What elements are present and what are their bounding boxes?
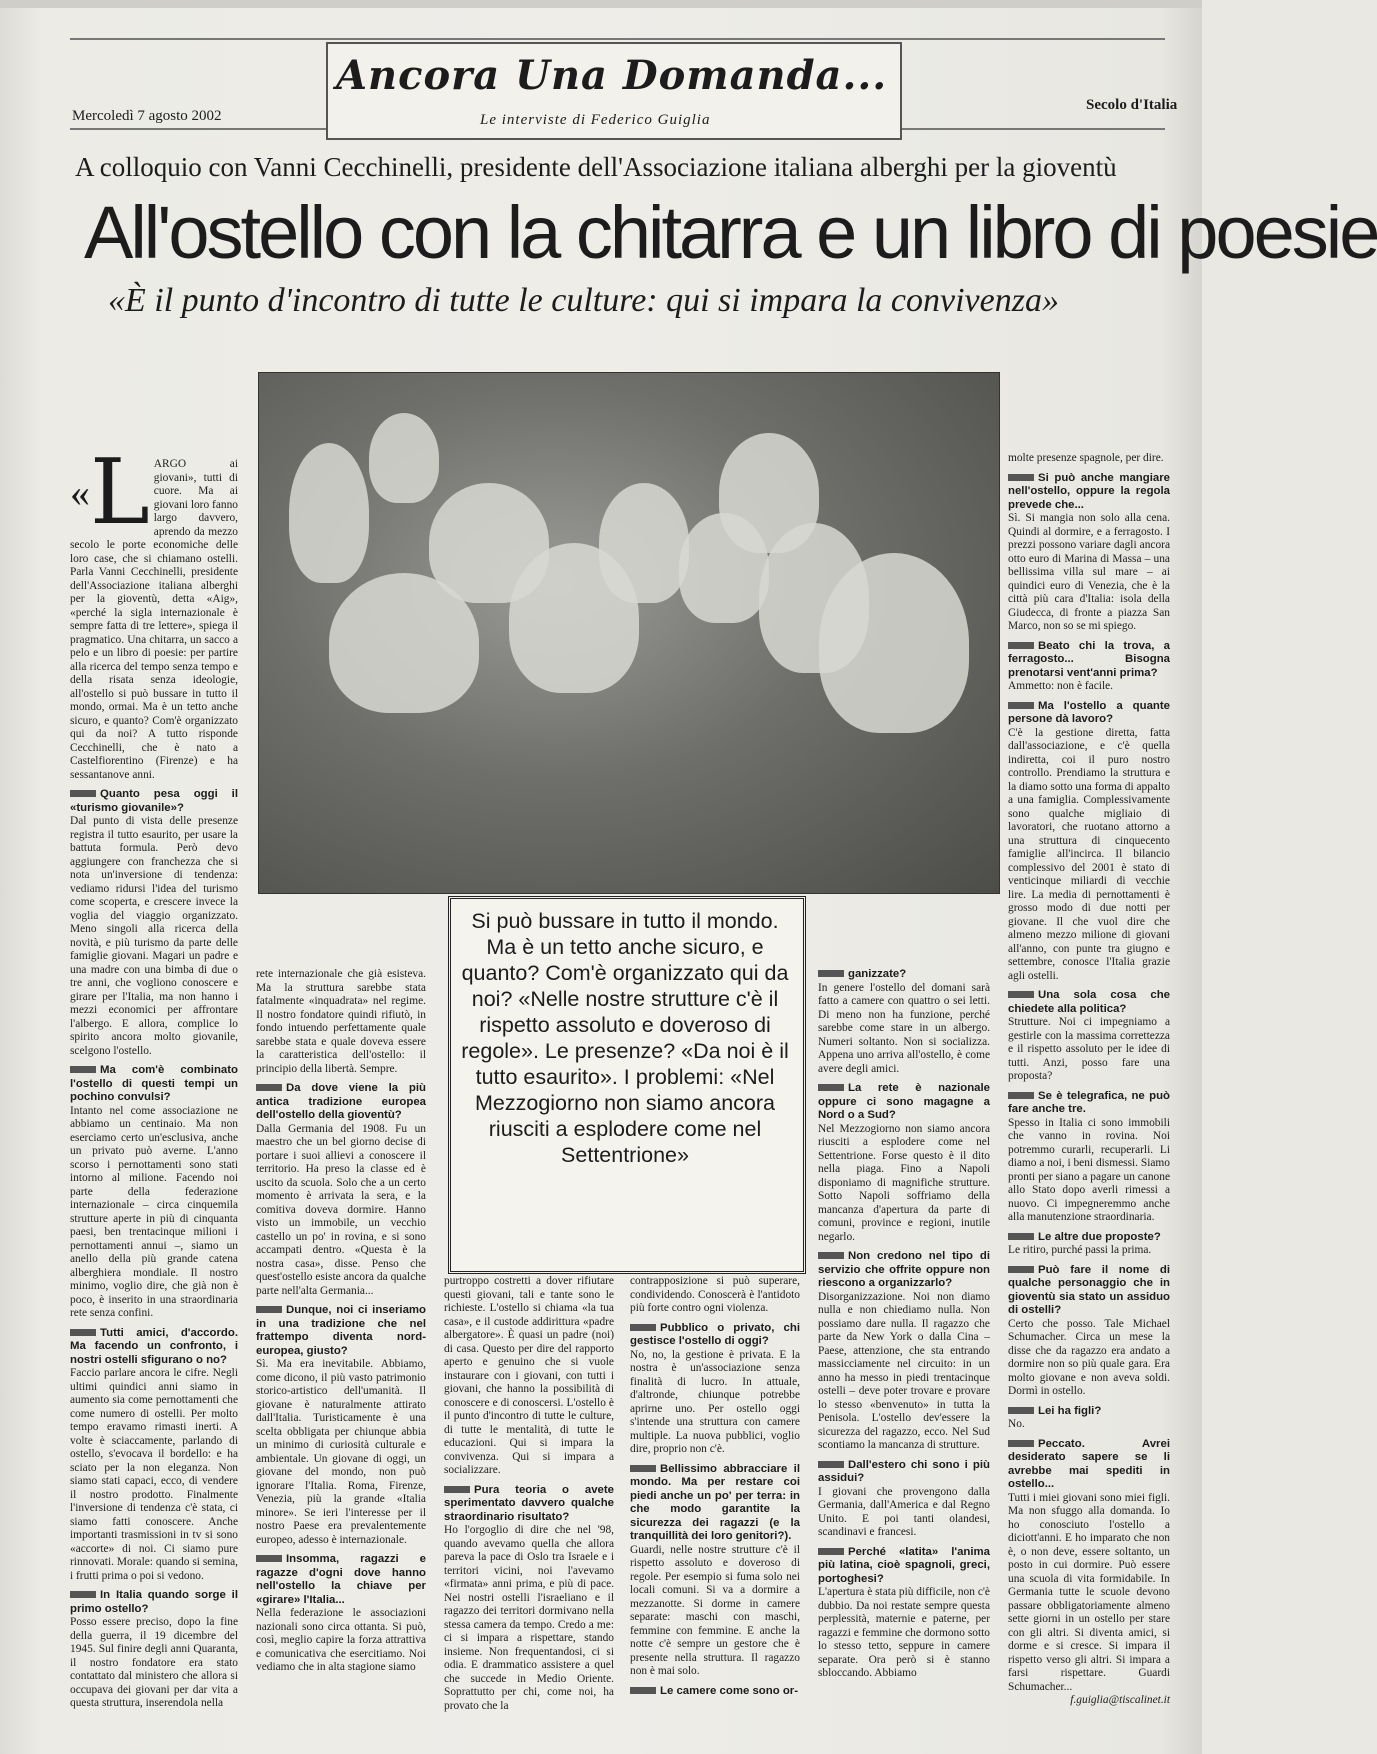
answer: molte presenze spagnole, per dire. — [1008, 452, 1164, 464]
question: Insomma, ragazzi e ragazze d'ogni dove hanno nell'ostello la chiave per «girare» l'Italia... — [256, 1553, 426, 1606]
column-1 — [70, 440, 238, 1743]
question: Se è telegrafica, ne può fare anche tre. — [1008, 1089, 1170, 1115]
question: In Italia quando sorge il primo ostello? — [70, 1589, 238, 1615]
answer: Dal punto di vista delle presenze registra il tutto esaurito, per usare la battuta formula. Però devo aggiungere con franchezza che si nota un'inversione di tendenza: vediamo ridursi l'idea del turismo come scoperta, e crescere invece la voglia del viaggio organizzato. Meno singoli alla ricerca della novità, e più turismo da parte delle famiglie giovani. Magari un padre e una madre con una bimba di due o tre anni, che vogliono conoscere e girare per l'Italia, ma non hanno i mezzi economici per affrontare l'albergo. E allora, complice lo spirito ancora molto giovanile, scelgono l'ostello. — [70, 815, 238, 1057]
question: Da dove viene la più antica tradizione europea dell'ostello della gioventù? — [256, 1082, 426, 1121]
question: Pura teoria o avete sperimentato davvero qualche straordinario risultato? — [444, 1483, 614, 1523]
question: La rete è nazionale oppure ci sono magagne a Nord o a Sud? — [818, 1082, 990, 1121]
answer: Strutture. Noi ci impegniamo a gestirle con la massima correttezza e il rispetto assoluto per le idee di tutti. Anzi, posso fare una proposta? — [1008, 1016, 1170, 1082]
answer: Sì. Si mangia non solo alla cena. Quindi al dormire, e a ferragosto. I prezzi possono variare dagli ancora otto euro di Marina di Massa – una bellissima villa sul mare – ai quindici euro di Venezia, che è la città più cara d'Italia: isola della Giudecca, di fronte a piazza San Marco, non so se mi spiego. — [1008, 512, 1170, 632]
answer: No. — [1008, 1418, 1025, 1430]
answer: rete internazionale che già esisteva. Ma la struttura sarebbe stata fatalmente «inquadrata» nel regime. Il nostro fondatore quindi rifiutò, in fondo intuendo perfettamente quale sarebbe stata e quale doveva essere la caratteristica dell'ostello: il principio della libertà. Sempre. — [256, 968, 426, 1075]
column-2 — [256, 968, 426, 1743]
lead-paragraph: ARGO ai giovani», tutti di cuore. Ma ai giovani loro fanno largo davvero, aprendo da mezzo secolo le porte economiche delle loro case, che si chiamano ostelli. Parla Vanni Cecchinelli, presidente dell'Associazione italiana alberghi per la gioventù, detta «Aig», «perché la sigla internazionale è sempre fatta di tre lettere», spiega il pragmatico. Una chitarra, un sacco a pelo e un libro di poesie: per partire alla ricerca del tempo senza tempo e della risata senza ideologie, all'ostello si può bussare in tutto il mondo, ormai. Ma è un tetto anche sicuro, e quanto? Com'è organizzato qui da noi? A tutto risponde Cecchinelli, che è nato a Castelfiorentino (Firenze) e ha sessantanove anni. — [70, 458, 238, 781]
answer: L'apertura è stata più difficile, non c'è dubbio. Da noi restate sempre questa perplessità, maternie e paterne, per ragazzi e femmine che dormono sotto lo stesso tetto, seppure in camere separate. Ora però si è stanno sbloccando. Abbiamo — [818, 1586, 990, 1679]
column-6 — [1008, 452, 1170, 1743]
question: Le altre due proposte? — [1008, 1231, 1170, 1245]
answer: Nella federazione le associazioni nazionali sono circa ottanta. Si può, così, meglio capire la forza attrattiva e comunicativa che esercitiamo. Noi vediamo che in alta stagione siamo — [256, 1607, 426, 1673]
question: Dall'estero chi sono i più assidui? — [818, 1458, 990, 1484]
column-3 — [444, 1275, 614, 1743]
question: Peccato. Avrei desiderato sapere se li avrebbe mai spediti in ostello... — [1008, 1437, 1170, 1490]
masthead-title: Ancora Una Domanda... — [336, 52, 888, 99]
answer: Intanto nel come associazione ne abbiamo un centinaio. Ma non eserciamo certo un'esclusiva, anche un privato può averne. L'anno scorso i pernottamenti sono stati intorno al milione. Facendo noi parte della federazione internazionale – circa cinquemila strutture aperte in più di cinquanta paesi, ben trentacinque milioni i pernottamenti annui –, siamo un anello della più grande catena alberghiera mondiale. Il nostro minimo, voglio dire, che già non è poco, è inserito in una straordinaria rete senza confini. — [70, 1104, 238, 1319]
question: Perché «latita» l'anima più latina, cioè spagnoli, greci, portoghesi? — [818, 1545, 990, 1585]
answer: Tutti i miei giovani sono miei figli. Ma non sfuggo alla domanda. Io ho conosciuto l'ostello a diciott'anni. E ho imparato che non è, o non deve, essere soltanto, un posto in cui dormire. Può essere una scuola di vita formidabile. In Germania tutte le scuole devono passare obbligatoriamente almeno sette giorni in un ostello per stare con gli altri. Si diventa amici, si dorme e si cresce. Si impara il rispetto verso gli altri. Si impara a farsi rispettare. Guardi Schumacher... — [1008, 1491, 1170, 1693]
answer: No, no, la gestione è privata. E la nostra è un'associazione senza finalità di lucro. In attuale, d'altronde, chiunque potrebbe aprirne uno. Per ostello oggi s'intende una struttura con camere multiple. La nuova pubblici, voglio dire, proprio non c'è. — [630, 1348, 800, 1455]
question: ganizzate? — [818, 968, 990, 982]
answer: Certo che posso. Tale Michael Schumacher. Circa un mese la disse che da ragazzo era andato a dormire non so più quale gara. Era molto giovane e non aveva soldi. Dormì in ostello. — [1008, 1317, 1170, 1397]
answer: Sì. Ma era inevitabile. Abbiamo, come dicono, il più vasto patrimonio storico-artistico dell'umanità. Il giovane è naturalmente attirato dall'Italia. Turisticamente è una scelta obbligata per chiunque abbia un minimo di curiosità culturale e ambientale. Un giovane di oggi, un giovane del mondo, non può ignorare l'Italia. Roma, Firenze, Venezia, più la grande «Italia minore». Se ieri l'interesse per il nostro Paese era prevalentemente europeo, adesso è internazionale. — [256, 1358, 426, 1546]
question: Ma l'ostello a quante persone dà lavoro? — [1008, 699, 1170, 725]
scan-top-edge — [0, 0, 1202, 8]
question: Dunque, noi ci inseriamo in una tradizione che nel frattempo diventa nord-europea, giusto? — [256, 1304, 426, 1357]
column-5 — [818, 968, 990, 1743]
answer: Nel Mezzogiorno non siamo ancora riusciti a esplodere come nel Settentrione. Forse questo è il dito nella piaga. Fino a Napoli disponiamo di magnifiche strutture. Sotto Napoli soffriamo della mancanza d'apertura da parte di comuni, province e regioni, inutile negarlo. — [818, 1122, 990, 1243]
answer: Faccio parlare ancora le cifre. Negli ultimi quindici anni siamo in aumento sia come pernottamenti che come numero di ostelli. Per molto tempo eravamo rimasti inerti. A volte è sciaccamente, parlando di ostello, s'evocava il bordello: e ha sciato per la non eleganza. Non siamo stati capaci, ecco, di vendere il nostro prodotto. Finalmente l'inversione di tendenza c'è stata, ci siamo fatti conoscere. Anche importanti trasmissioni in tv si sono «accorte» di noi. Ci siamo pure rinnovati. Morale: quando si semina, i frutti prima o poi si vedono. — [70, 1367, 238, 1582]
question: Una sola cosa che chiedete alla politica? — [1008, 989, 1170, 1015]
answer: contrapposizione si può superare, condividendo. Conoscerà è l'antidoto più forte contro ogni violenza. — [630, 1275, 800, 1314]
headline: All'ostello con la chitarra e un libro di poesie — [84, 191, 1377, 274]
answer: Posso essere preciso, dopo la fine della guerra, il 19 dicembre del 1945. Sul finire degli anni Quaranta, il nostro fondatore era stato contattato dal ministero che allora si occupava dei giovani per dar vita a questa struttura, inserendola nella — [70, 1616, 238, 1709]
answer: I giovani che provengono dalla Germania, dall'America e dal Regno Unito. E poi tanti olandesi, scandinavi e francesi. — [818, 1485, 990, 1538]
answer: C'è la gestione diretta, fatta dall'associazione, e c'è quella indiretta, coi il puro nostro controllo. Prendiamo la struttura e la diamo sotto una forma di appalto a una famiglia. Complessivamente sono qualche migliaio di lavoratori, che ruotano attorno a una struttura di cinquecento famiglie all'incirca. Il bilancio complessivo del 2001 è stato di venticinque miliardi di vecchie lire. La media di pernottamenti è grosso modo di due notti per giovane. Il che vuol dire che almeno mezzo milione di giovani all'anno, con punte tra giugno e settembre, conosce l'Italia grazie agli ostelli. — [1008, 726, 1170, 982]
author-email: f.guiglia@tiscalinet.it — [1070, 1694, 1170, 1706]
answer: Spesso in Italia ci sono immobili che vanno in rovina. Noi potremmo curarli, recuperarli. Li diamo a noi, i beni dismessi. Siamo pronti per siano a pagare un canone allo Stato dopo averli rimessi a nuovo. Ci impegneremmo anche alla manutenzione straordinaria. — [1008, 1116, 1170, 1223]
date-line: Mercoledì 7 agosto 2002 — [72, 108, 222, 124]
answer: Ammetto: non è facile. — [1008, 680, 1114, 692]
answer: In genere l'ostello del domani sarà fatto a camere con quattro o sei letti. Di meno non ha funzione, perché sarebbe come stare in un albergo. Numeri soltanto. Non si socializza. Appena uno arriva all'ostello, è come avere degli amici. — [818, 981, 990, 1075]
question: Tutti amici, d'accordo. Ma facendo un confronto, i nostri ostelli sfigurano o no? — [70, 1326, 238, 1366]
answer: Le ritiro, purché passi la prima. — [1008, 1244, 1152, 1256]
lead-quote-mark: « — [70, 470, 90, 515]
question: Beato chi la trova, a ferragosto... Bisogna prenotarsi vent'anni prima? — [1008, 639, 1170, 679]
newspaper-name: Secolo d'Italia — [1086, 97, 1178, 113]
kicker: A colloquio con Vanni Cecchinelli, presidente dell'Associazione italiana alberghi per la gioventù — [75, 152, 1117, 182]
question: Può fare il nome di qualche personaggio che in gioventù sia stato un assiduo di ostelli? — [1008, 1263, 1170, 1316]
drop-cap: L — [90, 440, 150, 545]
pullquote-text: Si può bussare in tutto il mondo. Ma è un tetto anche sicuro, e quanto? Com'è organizzato qui da noi? «Nelle nostre strutture c'è il rispetto assoluto e doveroso di regole». Le presenze? «Da noi è il tutto esaurito». I problemi: «Nel Mezzogiorno non siamo ancora riusciti a esplodere come nel Settentrione» — [461, 909, 789, 1167]
question: Pubblico o privato, chi gestisce l'ostello di oggi? — [630, 1321, 800, 1347]
question: Lei ha figli? — [1008, 1405, 1170, 1419]
group-photo — [258, 372, 1000, 894]
answer: purtroppo costretti a dover rifiutare questi giovani, tali e tante sono le richieste. L'ostello si chiama «la tua casa», e il custode addirittura «padre albergatore». È quasi un padre (noi) di casa. Questo per dire del rapporto aperto e genuino che si vuole instaurare con i giovani, con tutti i giovani, che hanno la possibilità di conoscere e di conoscersi. L'ostello è il punto d'incontro di tutte le culture, di tutte le mentalità, di tutte le educazioni. Qui si impara la convivenza. Qui si impara a socializzare. — [444, 1275, 614, 1476]
question: Bellissimo abbracciare il mondo. Ma per restare coi piedi anche un po' per terra: in che modo garantite la sicurezza dei ragazzi (e la tranquillità dei loro genitori?). — [630, 1462, 800, 1542]
top-rule — [70, 38, 1165, 40]
answer: Ho l'orgoglio di dire che nel '98, quando avevamo quella che allora pareva la pace di Oslo tra Israele e i territori vicini, noi l'avevamo «firmata» anni prima, e più di pace. Nei nostri ostelli l'israeliano e il ragazzo dei territori dormivano nella stessa camera da tempo. Credo a me: ci si impara a rispettare, stando insieme. Non frequentandosi, ci si odia. E drammatico assistere a quel che succede in Medio Oriente. Soprattutto per chi, come noi, ha provato che la — [444, 1524, 614, 1712]
question: Quanto pesa oggi il «turismo giovanile»? — [70, 788, 238, 814]
answer: Dalla Germania del 1908. Fu un maestro che un bel giorno decise di portare i suoi allievi a conoscere il territorio. Ha preso la classe ed è uscito da scuola. Solo che a un certo momento è arrivata la sera, e la comitiva doveva dormire. Hanno visto un immobile, un vecchio castello un po' in rovina, e si sono accampati dentro. «Questa è la nostra casa», disse. Penso che quest'ostello esiste ancora da qualche parte nell'alta Germania... — [256, 1122, 426, 1297]
subheadline: «È il punto d'incontro di tutte le culture: qui si impara la convivenza» — [108, 282, 1059, 319]
answer: Disorganizzazione. Noi non diamo nulla e non chiediamo nulla. Non possiamo dare nulla. Il ragazzo che parte da New York o dalla Cina – Paese, attenzione, che sta entrando massicciamente nel circuito: in un anno ha messo in piedi trentacinque ostelli – deve poter trovare e provare lo stesso «benvenuto» in tutta la Penisola. L'ostello dev'essere la sicurezza del ragazzo, ecco. Nel Sud scontiamo la mancanza di strutture. — [818, 1290, 990, 1451]
question: Ma com'è combinato l'ostello di questi tempi un pochino convulsi? — [70, 1064, 238, 1103]
series-byline: Le interviste di Federico Guiglia — [480, 112, 711, 128]
answer: Guardi, nelle nostre strutture c'è il rispetto assoluto e doveroso di regole. Per esempio si fuma solo nei locali comuni. Si va a dormire a mezzanotte. Si dorme in camere separate: maschi con maschi, femmine con femmine. E anche la notte c'è sempre un gestore che è presente nella struttura. Il ragazzo non è mai solo. — [630, 1543, 800, 1677]
header-rule-left — [70, 128, 326, 130]
question: Si può anche mangiare nell'ostello, oppure la regola prevede che... — [1008, 471, 1170, 511]
question: Le camere come sono or- — [630, 1685, 800, 1699]
question: Non credono nel tipo di servizio che offrite oppure non riescono a organizzarlo? — [818, 1250, 990, 1289]
header-rule-right — [900, 128, 1165, 130]
column-4 — [630, 1275, 800, 1743]
